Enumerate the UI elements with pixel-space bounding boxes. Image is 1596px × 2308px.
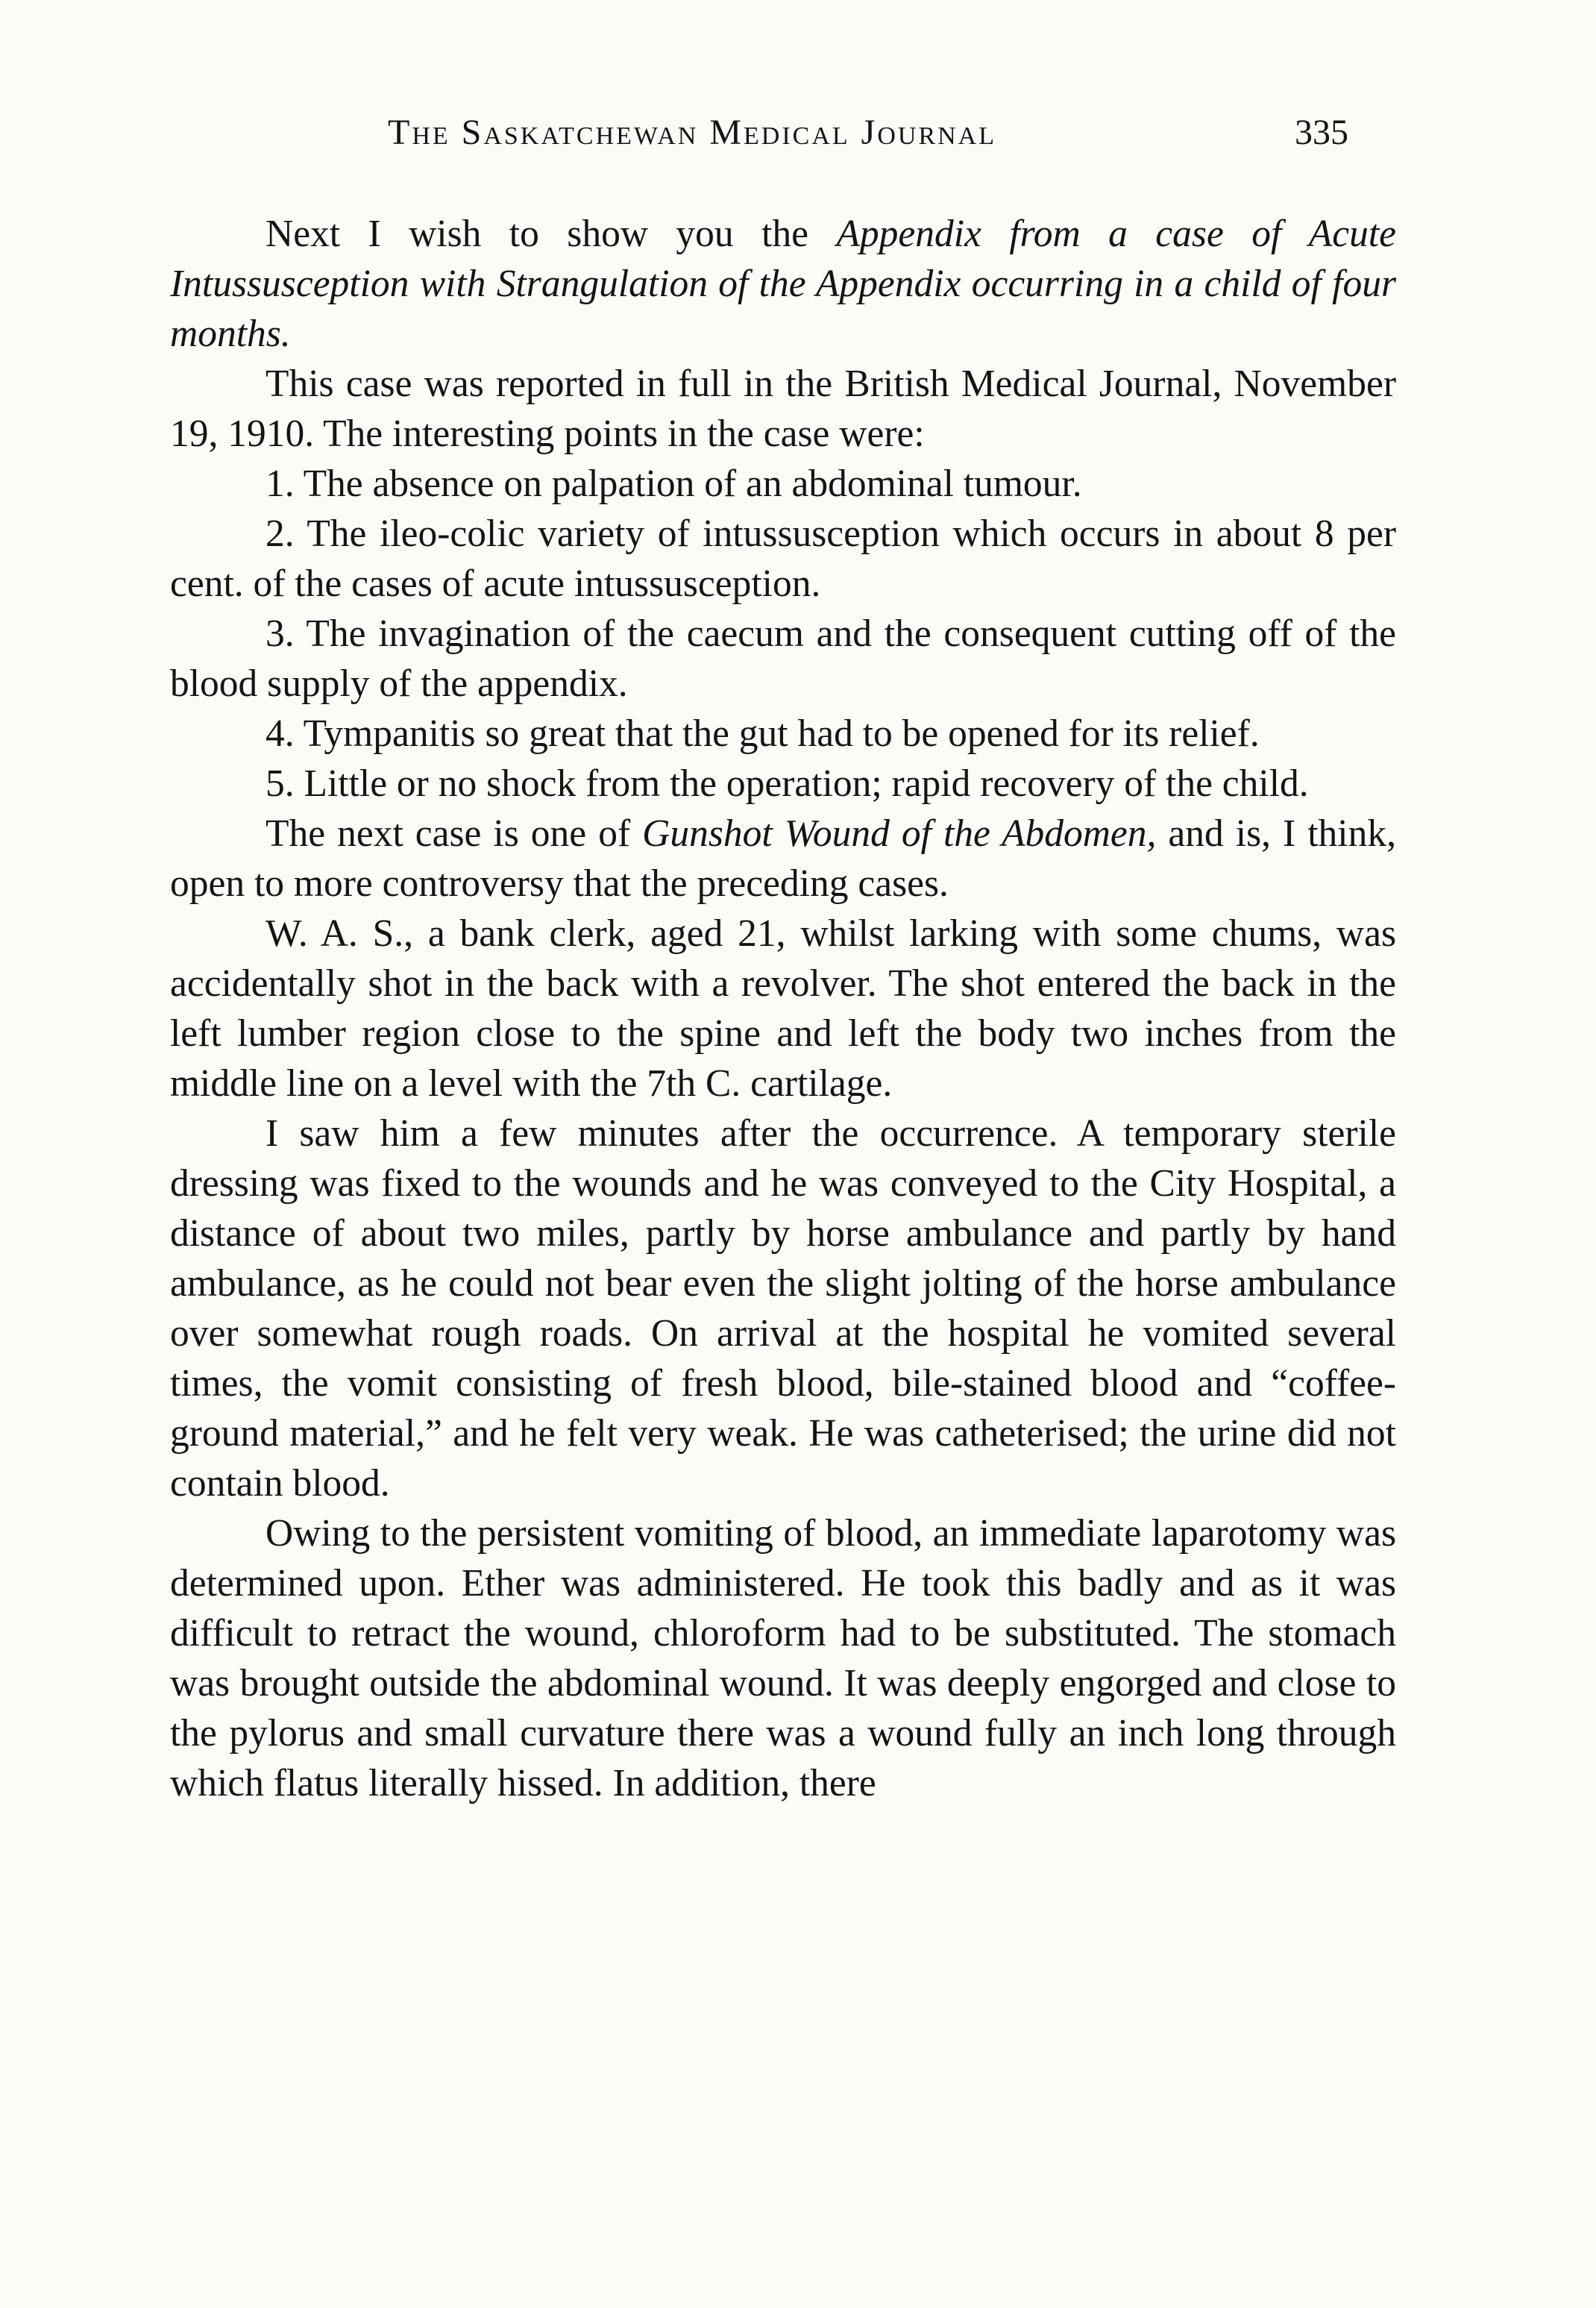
article-body: [170, 209, 1396, 1808]
paragraph-text: The next case is one of: [266, 812, 643, 855]
list-item-2: 2. The ileo-colic variety of intussusception which occurs in about 8 per cent. of the cases of acute intussusception.: [170, 512, 1396, 605]
page-number: 335: [1295, 113, 1348, 152]
list-item-5: 5. Little or no shock from the operation; rapid recovery of the child.: [266, 762, 1309, 805]
paragraph-patient-history: W. A. S., a bank clerk, aged 21, whilst larking with some chums, was accidentally shot in the back with a revolver. The shot entered the back in the left lumber region close to the spine and left the body two inches from the middle line on a level with the 7th C. cartilage.: [170, 912, 1396, 1105]
running-head: The Saskatchewan Medical Journal: [388, 113, 997, 152]
paragraph-case-report: This case was reported in full in the British Medical Journal, November 19, 1910. The interesting points in the case were:: [170, 363, 1396, 455]
paragraph-transport: I saw him a few minutes after the occurrence. A temporary sterile dressing was fixed to the wounds and he was conveyed to the City Hospital, a distance of about two miles, partly by horse ambulance and partly by hand ambulance, as he could not bear even the slight jolting of the horse ambulance over somewhat rough roads. On arrival at the hospital he vomited several times, the vomit consisting of fresh blood, bile-stained blood and “coffee-ground material,” and he felt very weak. He was catheterised; the urine did not contain blood.: [170, 1112, 1396, 1505]
paragraph-text: Next I wish to show you the: [266, 213, 837, 255]
paragraph-gunshot-intro: [170, 809, 1396, 909]
list-item-4: 4. Tympanitis so great that the gut had to be opened for its relief.: [266, 712, 1260, 755]
italic-case-title: Gunshot Wound of the Abdomen,: [642, 812, 1157, 855]
paragraph-appendix-intro: [170, 209, 1396, 359]
paragraph-text: and is, I think, open to more controversy that the preceding cases.: [170, 812, 1396, 905]
list-item-1: 1. The absence on palpation of an abdominal tumour.: [266, 462, 1082, 505]
list-item-3: 3. The invagination of the caecum and the consequent cutting off of the blood supply of the appendix.: [170, 612, 1396, 705]
paragraph-laparotomy: Owing to the persistent vomiting of blood, an immediate laparotomy was determined upon. Ether was administered. He took this badly and as it was difficult to retract the wound, chloroform had to be substituted. The stomach was brought outside the abdominal wound. It was deeply engorged and close to the pylorus and small curvature there was a wound fully an inch long through which flatus literally hissed. In addition, there: [170, 1512, 1396, 1804]
italic-case-title: Appendix from a case of Acute Intussusception with Strangulation of the Appendix occurring in a child of four months.: [170, 213, 1397, 355]
